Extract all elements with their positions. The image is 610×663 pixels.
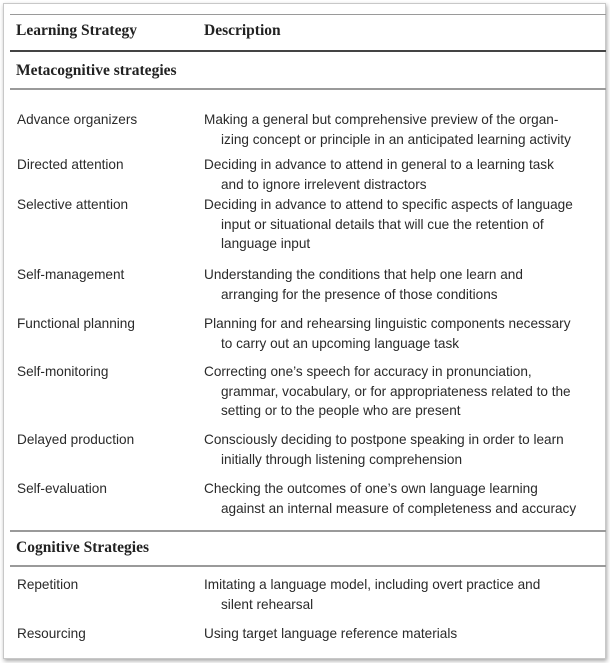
description-line: Using target language reference materials	[204, 626, 458, 641]
strategy-name: Self-evaluation	[17, 481, 107, 496]
header-learning-strategy: Learning Strategy	[16, 22, 137, 39]
strategy-description	[204, 624, 610, 644]
section-rule	[10, 88, 606, 90]
strategy-description	[204, 265, 610, 304]
description-line: language input	[221, 236, 311, 252]
description-line: Deciding in advance to attend in general to a learning task	[204, 157, 554, 172]
description-line: setting or to the people who are present	[221, 403, 461, 419]
strategy-description	[204, 314, 610, 353]
description-line: izing concept or principle in an anticipated learning activity	[221, 131, 571, 147]
description-line: Consciously deciding to postpone speaking in order to learn	[204, 432, 564, 447]
description-line: Making a general but comprehensive preview of the organ-	[204, 112, 559, 127]
description-line: Correcting one’s speech for accuracy in pronunciation,	[204, 364, 532, 379]
description-line: Understanding the conditions that help one learn and	[204, 267, 523, 282]
header-description: Description	[204, 22, 281, 39]
description-line: arranging for the presence of those conditions	[221, 286, 498, 302]
description-line: against an internal measure of completeness and accuracy	[221, 500, 577, 516]
strategy-description	[204, 155, 610, 194]
strategy-name: Selective attention	[17, 197, 129, 212]
strategy-description	[204, 110, 610, 149]
top-rule	[10, 14, 606, 15]
description-line: and to ignore irrelevent distractors	[221, 176, 427, 192]
section-rule	[10, 565, 606, 567]
strategy-description	[204, 575, 610, 614]
description-line: silent rehearsal	[221, 596, 314, 612]
strategy-name: Resourcing	[17, 626, 86, 641]
strategy-name: Directed attention	[17, 157, 124, 172]
strategy-description	[204, 362, 610, 421]
strategy-name: Self-management	[17, 267, 125, 282]
strategy-name: Delayed production	[17, 432, 135, 447]
strategy-name: Functional planning	[17, 316, 135, 331]
strategy-name: Self-monitoring	[17, 364, 109, 379]
description-line: initially through listening comprehension	[221, 451, 463, 467]
strategy-description	[204, 430, 610, 469]
section-title-cognitive: Cognitive Strategies	[16, 539, 150, 556]
section-rule	[10, 530, 606, 532]
description-line: to carry out an upcoming language task	[221, 335, 460, 351]
description-line: grammar, vocabulary, or for appropriateness related to the	[221, 383, 571, 399]
strategy-description	[204, 479, 610, 518]
strategy-name: Advance organizers	[17, 112, 138, 127]
section-title-metacognitive: Metacognitive strategies	[16, 62, 177, 79]
description-line: input or situational details that will cue the retention of	[221, 216, 544, 232]
description-line: Imitating a language model, including overt practice and	[204, 577, 541, 592]
description-line: Deciding in advance to attend to specific aspects of language	[204, 197, 573, 212]
description-line: Checking the outcomes of one’s own language learning	[204, 481, 538, 496]
description-line: Planning for and rehearsing linguistic components necessary	[204, 316, 571, 331]
strategy-description	[204, 195, 610, 254]
header-rule	[10, 50, 606, 52]
strategy-name: Repetition	[17, 577, 79, 592]
